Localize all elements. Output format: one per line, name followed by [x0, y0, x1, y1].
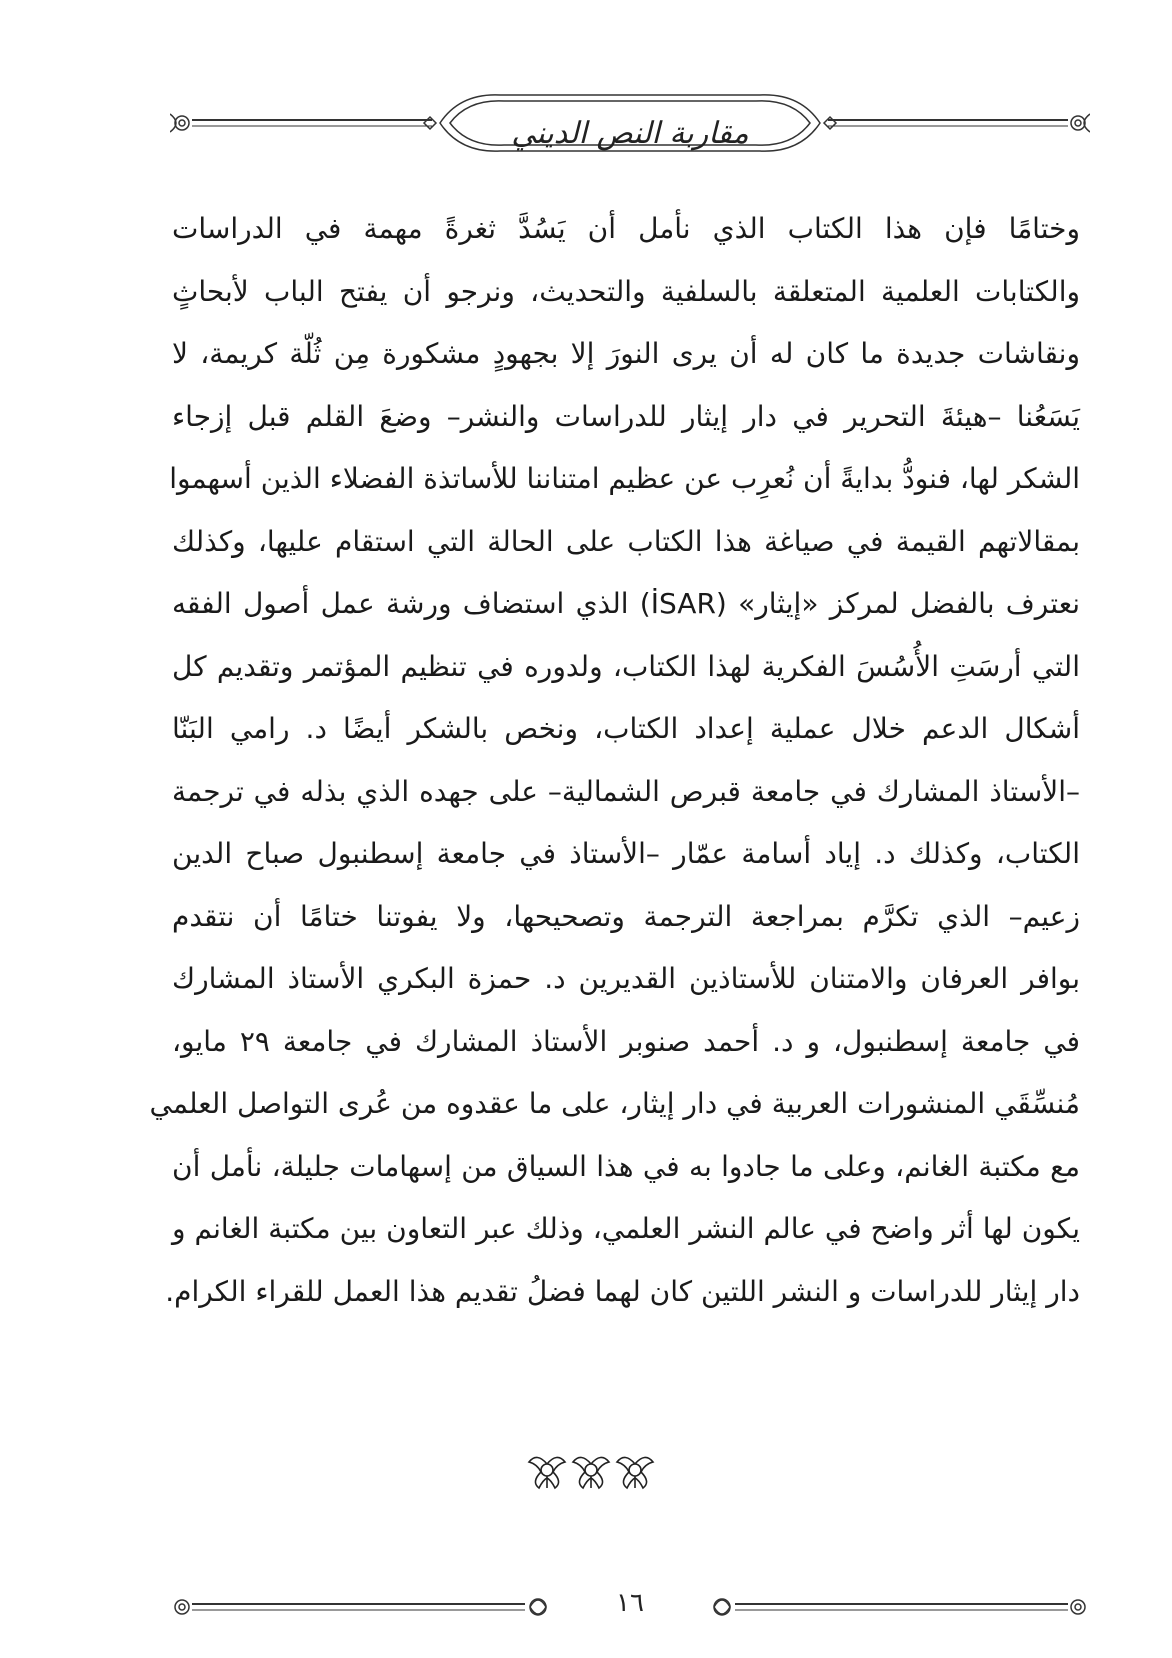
page-number: ١٦ [616, 1588, 644, 1618]
text-line: دار إيثار للدراسات و النشر اللتين كان لهما فضلُ تقديم هذا العمل للقراء الكرام. [165, 1274, 1080, 1308]
text-line: ونقاشات جديدة ما كان له أن يرى النورَ إلا بجهودٍ مشكورة مِن ثُلّة كريمة، لا [172, 337, 1080, 370]
text-line: التي أرسَتِ الأُسُسَ الفكرية لهذا الكتاب، ولدوره في تنظيم المؤتمر وتقديم كل [172, 649, 1080, 683]
text-line: –الأستاذ المشارك في جامعة قبرص الشمالية– على جهده الذي بذله في ترجمة [172, 774, 1080, 808]
text-line: يَسَعُنا –هيئةَ التحرير في دار إيثار للدراسات والنشر– وضعَ القلم قبل إزجاء [172, 399, 1080, 433]
text-line: مع مكتبة الغانم، وعلى ما جادوا به في هذا السياق من إسهامات جليلة، نأمل أن [172, 1149, 1080, 1183]
text-line: بمقالاتهم القيمة في صياغة هذا الكتاب على الحالة التي استقام عليها، وكذلك [172, 524, 1080, 558]
running-header-title: مقاربة النص الديني [511, 116, 749, 151]
text-line: الشكر لها، فنودُّ بدايةً أن نُعرِب عن عظيم امتناننا للأساتذة الفضلاء الذين أسهموا [169, 462, 1080, 495]
text-line: نعترف بالفضل لمركز «إيثار» (İSAR) الذي استضاف ورشة عمل أصول الفقه [172, 587, 1080, 620]
text-line: أشكال الدعم خلال عملية إعداد الكتاب، ونخص بالشكر أيضًا د. رامي البَنّا [172, 712, 1080, 745]
text-line: الكتاب، وكذلك د. إياد أسامة عمّار –الأستاذ في جامعة إسطنبول صباح الدين [172, 837, 1080, 870]
page-footer [170, 1580, 1090, 1630]
text-line: يكون لها أثر واضح في عالم النشر العلمي، وذلك عبر التعاون بين مكتبة الغانم و [172, 1212, 1080, 1245]
text-line: والكتابات العلمية المتعلقة بالسلفية والتحديث، ونرجو أن يفتح الباب لأبحاثٍ [172, 274, 1080, 308]
text-line: مُنسِّقَي المنشورات العربية في دار إيثار، على ما عقدوه من عُرى التواصل العلمي [149, 1087, 1080, 1120]
text-line: بوافر العرفان والامتنان للأستاذين القديرين د. حمزة البكري الأستاذ المشارك [172, 962, 1080, 995]
page-header [170, 90, 1090, 185]
text-line: في جامعة إسطنبول، و د. أحمد صنوبر الأستاذ المشارك في جامعة ٢٩ مايو، [172, 1024, 1081, 1058]
text-line: زعيم– الذي تكرَّم بمراجعة الترجمة وتصحيحها، ولا يفوتنا ختامًا أن نتقدم [172, 899, 1080, 933]
body-paragraph [149, 198, 1081, 1323]
triple-floral-ornament-icon [526, 1448, 656, 1492]
text-line: وختامًا فإن هذا الكتاب الذي نأمل أن يَسُدَّ ثغرةً مهمة في الدراسات [172, 212, 1080, 245]
